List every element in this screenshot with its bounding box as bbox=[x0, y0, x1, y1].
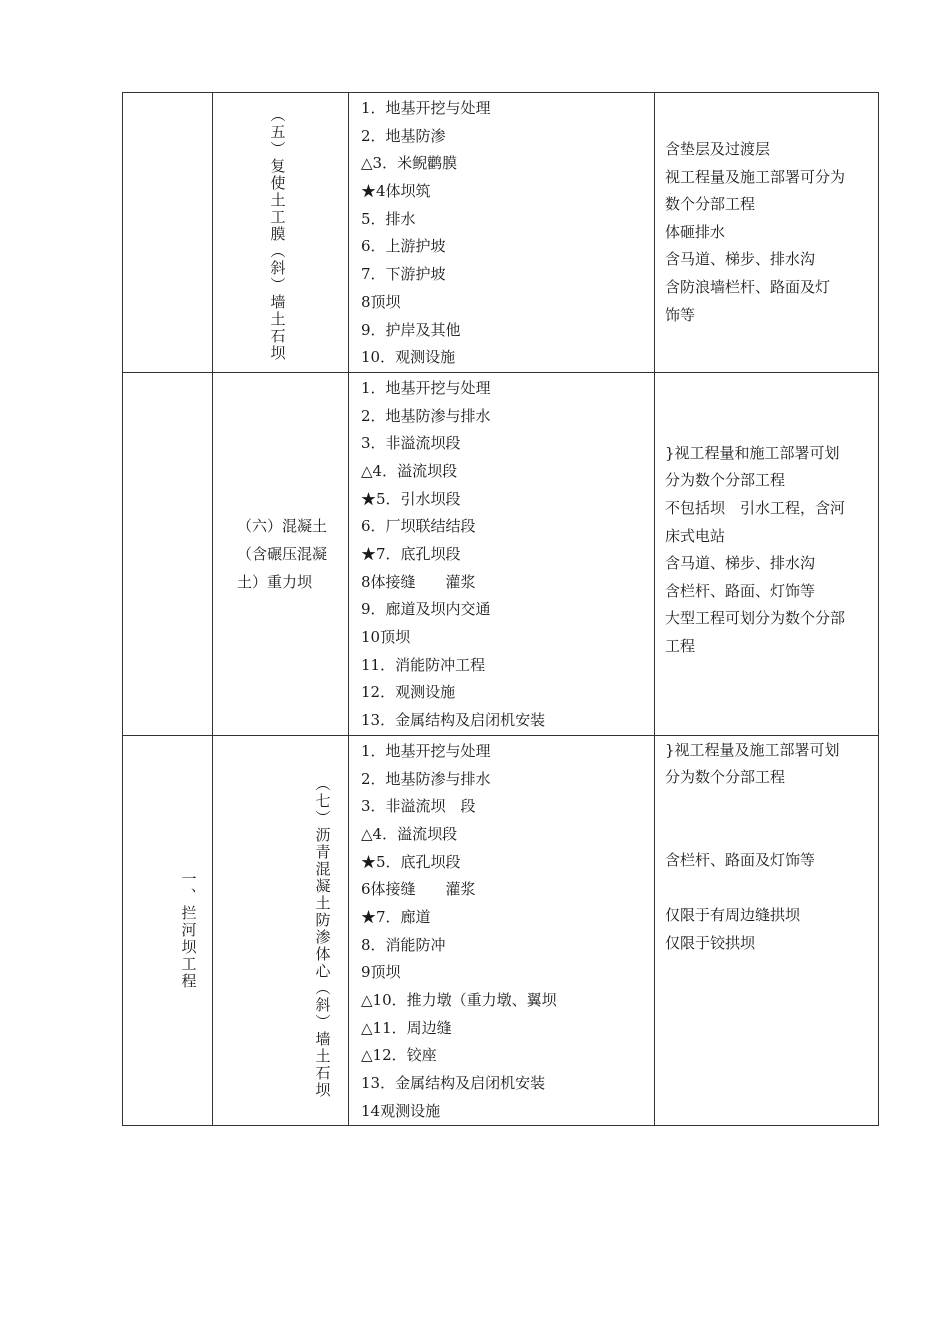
list-item: 9．廊道及坝内交通 bbox=[361, 600, 491, 619]
list-item: 13．金属结构及启闭机安装 bbox=[361, 711, 546, 730]
list-item: 6体接缝 灌浆 bbox=[361, 880, 476, 899]
list-item: 10．观测设施 bbox=[361, 348, 456, 367]
note-spacer bbox=[665, 820, 870, 848]
note-line: 含垫层及过渡层 bbox=[665, 140, 771, 158]
list-item: △4．溢流坝段 bbox=[361, 461, 458, 480]
note-line: 含栏杆、路面、灯饰等 bbox=[665, 581, 816, 600]
list-item: ★4体坝筑 bbox=[361, 182, 431, 201]
note-line: 床式电站 bbox=[665, 526, 726, 545]
list-item: 3．非溢流坝 段 bbox=[361, 797, 476, 816]
note-line: 数个分部工程 bbox=[665, 195, 756, 214]
note-line: 含马道、梯步、排水沟 bbox=[665, 250, 816, 269]
note-line: 分为数个分部工程 bbox=[665, 471, 786, 490]
list-item: ★5．底孔坝段 bbox=[361, 852, 461, 871]
note-line: 饰等 bbox=[665, 305, 696, 324]
note-spacer bbox=[665, 875, 870, 903]
list-item: 2．地基防渗 bbox=[361, 126, 446, 145]
list-item: 1．地基开挖与处理 bbox=[361, 99, 491, 117]
project-type-cell bbox=[213, 93, 349, 373]
list-item: 8体接缝 灌浆 bbox=[361, 572, 476, 591]
list-item: ★7．廊道 bbox=[361, 907, 431, 926]
list-item: 12．观测设施 bbox=[361, 683, 456, 702]
list-item: 6．厂坝联结结段 bbox=[361, 517, 476, 536]
list-item: 5．排水 bbox=[361, 209, 416, 228]
list-item: 11．消能防冲工程 bbox=[361, 655, 486, 674]
list-item: 14观测设施 bbox=[361, 1101, 441, 1120]
category-label: 一、拦河坝工程 bbox=[179, 870, 198, 990]
note-line: 含防浪墙栏杆、路面及灯 bbox=[665, 277, 831, 296]
list-item: △11．周边缝 bbox=[361, 1018, 452, 1037]
note-line: 含栏杆、路面及灯饰等 bbox=[665, 851, 816, 870]
list-item: 2．地基防渗与排水 bbox=[361, 406, 491, 425]
project-type-cell bbox=[213, 372, 349, 735]
note-line: 仅限于有周边缝拱坝 bbox=[665, 906, 801, 925]
project-type-cell bbox=[213, 735, 349, 1126]
note-line: 仅限于铰拱坝 bbox=[665, 933, 756, 952]
project-type-label: （七）沥青混凝土防渗体心（斜）墙土石坝 bbox=[313, 775, 332, 1099]
project-type-label: （六）混凝土（含碾压混凝土）重力坝 bbox=[237, 516, 328, 591]
items-cell bbox=[349, 735, 655, 1126]
list-item: ★5．引水坝段 bbox=[361, 489, 461, 508]
note-spacer bbox=[665, 792, 870, 820]
list-item: 8顶坝 bbox=[361, 292, 401, 311]
list-item: △10．推力墩（重力墩、翼坝 bbox=[361, 991, 557, 1009]
notes-cell bbox=[655, 735, 879, 1126]
list-item: 9．护岸及其他 bbox=[361, 320, 461, 339]
note-line: }视工程量和施工部署可划 bbox=[665, 443, 840, 462]
category-cell-empty bbox=[123, 372, 213, 735]
list-item: △12．铰座 bbox=[361, 1046, 437, 1065]
note-line: 工程 bbox=[665, 637, 696, 656]
list-item: 1．地基开挖与处理 bbox=[361, 741, 491, 760]
note-line: }视工程量及施工部署可划 bbox=[665, 740, 840, 759]
note-line: 大型工程可划分为数个分部 bbox=[665, 609, 846, 628]
category-cell-empty bbox=[123, 93, 213, 373]
project-division-table bbox=[122, 92, 879, 1126]
list-item: 7．下游护坡 bbox=[361, 265, 446, 284]
list-item: 13．金属结构及启闭机安装 bbox=[361, 1074, 546, 1093]
notes-cell bbox=[655, 93, 879, 373]
note-line: 体砸排水 bbox=[665, 222, 726, 241]
list-item: 10顶坝 bbox=[361, 628, 411, 647]
note-line: 视工程量及施工部署可分为 bbox=[665, 167, 846, 186]
note-line: 不包括坝 引水工程，含河 bbox=[665, 499, 846, 518]
items-cell bbox=[349, 372, 655, 735]
list-item: 3．非溢流坝段 bbox=[361, 434, 461, 453]
list-item: 9顶坝 bbox=[361, 963, 401, 982]
list-item: 2．地基防渗与排水 bbox=[361, 769, 491, 788]
list-item: △4．溢流坝段 bbox=[361, 824, 458, 843]
list-item: 8．消能防冲 bbox=[361, 935, 446, 954]
table-row bbox=[123, 735, 879, 1126]
notes-cell bbox=[655, 372, 879, 735]
list-item: 1．地基开挖与处理 bbox=[361, 378, 491, 397]
note-line: 含马道、梯步、排水沟 bbox=[665, 554, 816, 573]
items-cell bbox=[349, 93, 655, 373]
list-item: 6．上游护坡 bbox=[361, 237, 446, 256]
list-item: △3．米鲵鹳膜 bbox=[361, 154, 458, 173]
project-type-label: （五）复使土工膜（斜）墙土石坝 bbox=[268, 107, 287, 362]
note-line: 分为数个分部工程 bbox=[665, 768, 786, 787]
table-row bbox=[123, 93, 879, 373]
category-cell bbox=[123, 735, 213, 1126]
list-item: ★7．底孔坝段 bbox=[361, 545, 461, 563]
table-row bbox=[123, 372, 879, 735]
